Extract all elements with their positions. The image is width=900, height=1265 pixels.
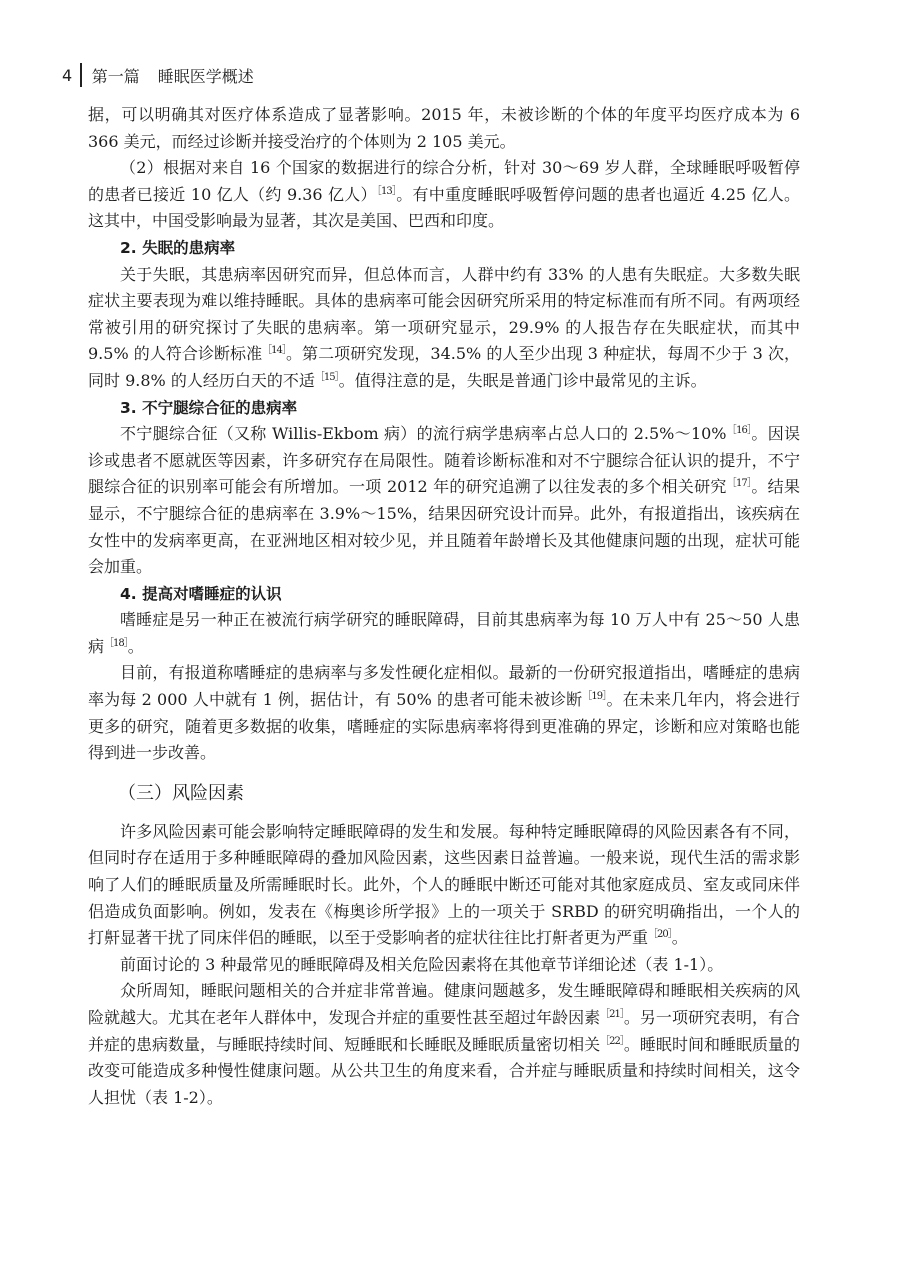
subheading-insomnia: 2. 失眠的患病率 bbox=[120, 238, 236, 257]
citation: ［15］ bbox=[314, 371, 339, 383]
chapter-title: 睡眠医学概述 bbox=[157, 66, 254, 86]
paragraph: 据，可以明确其对医疗体系造成了显著影响。2015 年，未被诊断的个体的年度平均医疗成本为 6 366 美元，而经过诊断并接受治疗的个体则为 2 105 美元。 bbox=[88, 105, 800, 151]
paragraph: 众所周知，睡眠问题相关的合并症非常普遍。健康问题越多，发生睡眠障碍和睡眠相关疾病的风险就越大。尤其在老年人群体中，发现合并症的重要性甚至超过年龄因素$^{[21]}$。另一项研究表明，有合并症的患病数量，与睡眠持续时间、短睡眠和长睡眠及睡眠质量密切相关$^{[22]}$。睡眠时间和睡眠质量的改变可能造成多种慢性健康问题。从公共卫生的角度来看，合并症与睡眠质量和持续时间相关，这令人担忧（表 1-2）。 bbox=[88, 981, 800, 1107]
header-divider bbox=[80, 63, 82, 87]
citation: ［14］ bbox=[262, 345, 287, 357]
citation: ［22］ bbox=[600, 1035, 624, 1047]
subheading-rls: 3. 不宁腿综合征的患病率 bbox=[120, 398, 298, 417]
paragraph: 不宁腿综合征（又称 Willis-Ekbom 病）的流行病学患病率占总人口的 2.5%～10%$^{[16]}$。因误诊或患者不愿就医等因素，许多研究存在局限性。随着诊断标准和对不宁腿综合征认识的提升，不宁腿综合征的识别率可能会有所增加。一项 2012 年的研究追溯了以往发表的多个相关研究$^{[17]}$。结果显示，不宁腿综合征的患病率在 3.9%～15%，结果因研究设计而异。此外，有报道指出，该疾病在女性中的发病率更高，在亚洲地区相对较少见，并且随着年龄增长及其他健康问题的出现，症状可能会加重。 bbox=[88, 424, 800, 577]
paragraph: 目前，有报道称嗜睡症的患病率与多发性硬化症相似。最新的一份研究报道指出，嗜睡症的患病率为每 2 000 人中就有 1 例，据估计，有 50% 的患者可能未被诊断$^{[19]}$。在未来几年内，将会进行更多的研究，随着更多数据的收集，嗜睡症的实际患病率将得到更准确的界定，诊断和应对策略也能得到进一步改善。 bbox=[88, 663, 800, 763]
part-label: 第一篇 bbox=[91, 66, 140, 86]
page-number: 4 bbox=[62, 65, 73, 85]
paragraph: 关于失眠，其患病率因研究而异，但总体而言，人群中约有 33% 的人患有失眠症。大多数失眠症状主要表现为难以维持睡眠。具体的患病率可能会因研究所采用的特定标准而有所不同。有两项经常被引用的研究探讨了失眠的患病率。第一项研究显示，29.9% 的人报告存在失眠症状，而其中 9.5% 的人符合诊断标准$^{[14]}$。第二项研究发现，34.5% 的人至少出现 3 种症状，每周不少于 3 次，同时 9.8% 的人经历白天的不适$^{[15]}$。值得注意的是，失眠是普通门诊中最常见的主诉。 bbox=[88, 264, 800, 390]
paragraph: （2）根据对来自 16 个国家的数据进行的综合分析，针对 30～69 岁人群，全球睡眠呼吸暂停的患者已接近 10 亿人（约 9.36 亿人）$^{[13]}$。有中重度睡眠呼吸暂停问题的患者也逼近 4.25 亿人。这其中，中国受影响最为显著，其次是美国、巴西和印度。 bbox=[88, 158, 800, 231]
citation: ［19］ bbox=[582, 691, 607, 703]
paragraph: 嗜睡症是另一种正在被流行病学研究的睡眠障碍，目前其患病率为每 10 万人中有 25～50 人患病$^{[18]}$。 bbox=[88, 610, 800, 656]
citation: ［20］ bbox=[648, 929, 672, 941]
paragraph: 许多风险因素可能会影响特定睡眠障碍的发生和发展。每种特定睡眠障碍的风险因素各有不同，但同时存在适用于多种睡眠障碍的叠加风险因素，这些因素日益普遍。一般来说，现代生活的需求影响了人们的睡眠质量及所需睡眠时长。此外，个人的睡眠中断还可能对其他家庭成员、室友或同床伴侣造成负面影响。例如，发表在《梅奥诊所学报》上的一项关于 SRBD 的研究明确指出，一个人的打鼾显著干扰了同床伴侣的睡眠，以至于受影响者的症状往往比打鼾者更为严重$^{[20]}$。 bbox=[88, 821, 800, 948]
paragraph: 前面讨论的 3 种最常见的睡眠障碍及相关危险因素将在其他章节详细论述（表 1-1）。 bbox=[120, 954, 724, 974]
citation: ［13］ bbox=[376, 185, 397, 197]
citation: ［16］ bbox=[726, 425, 752, 437]
citation: ［17］ bbox=[726, 478, 752, 490]
body-text bbox=[88, 102, 800, 1111]
citation: ［21］ bbox=[600, 1009, 624, 1020]
running-header bbox=[62, 62, 254, 88]
subheading-narcolepsy: 4. 提高对嗜睡症的认识 bbox=[120, 584, 282, 603]
section-heading-risk-factors: （三）风险因素 bbox=[118, 782, 244, 804]
citation: ［18］ bbox=[104, 637, 128, 649]
